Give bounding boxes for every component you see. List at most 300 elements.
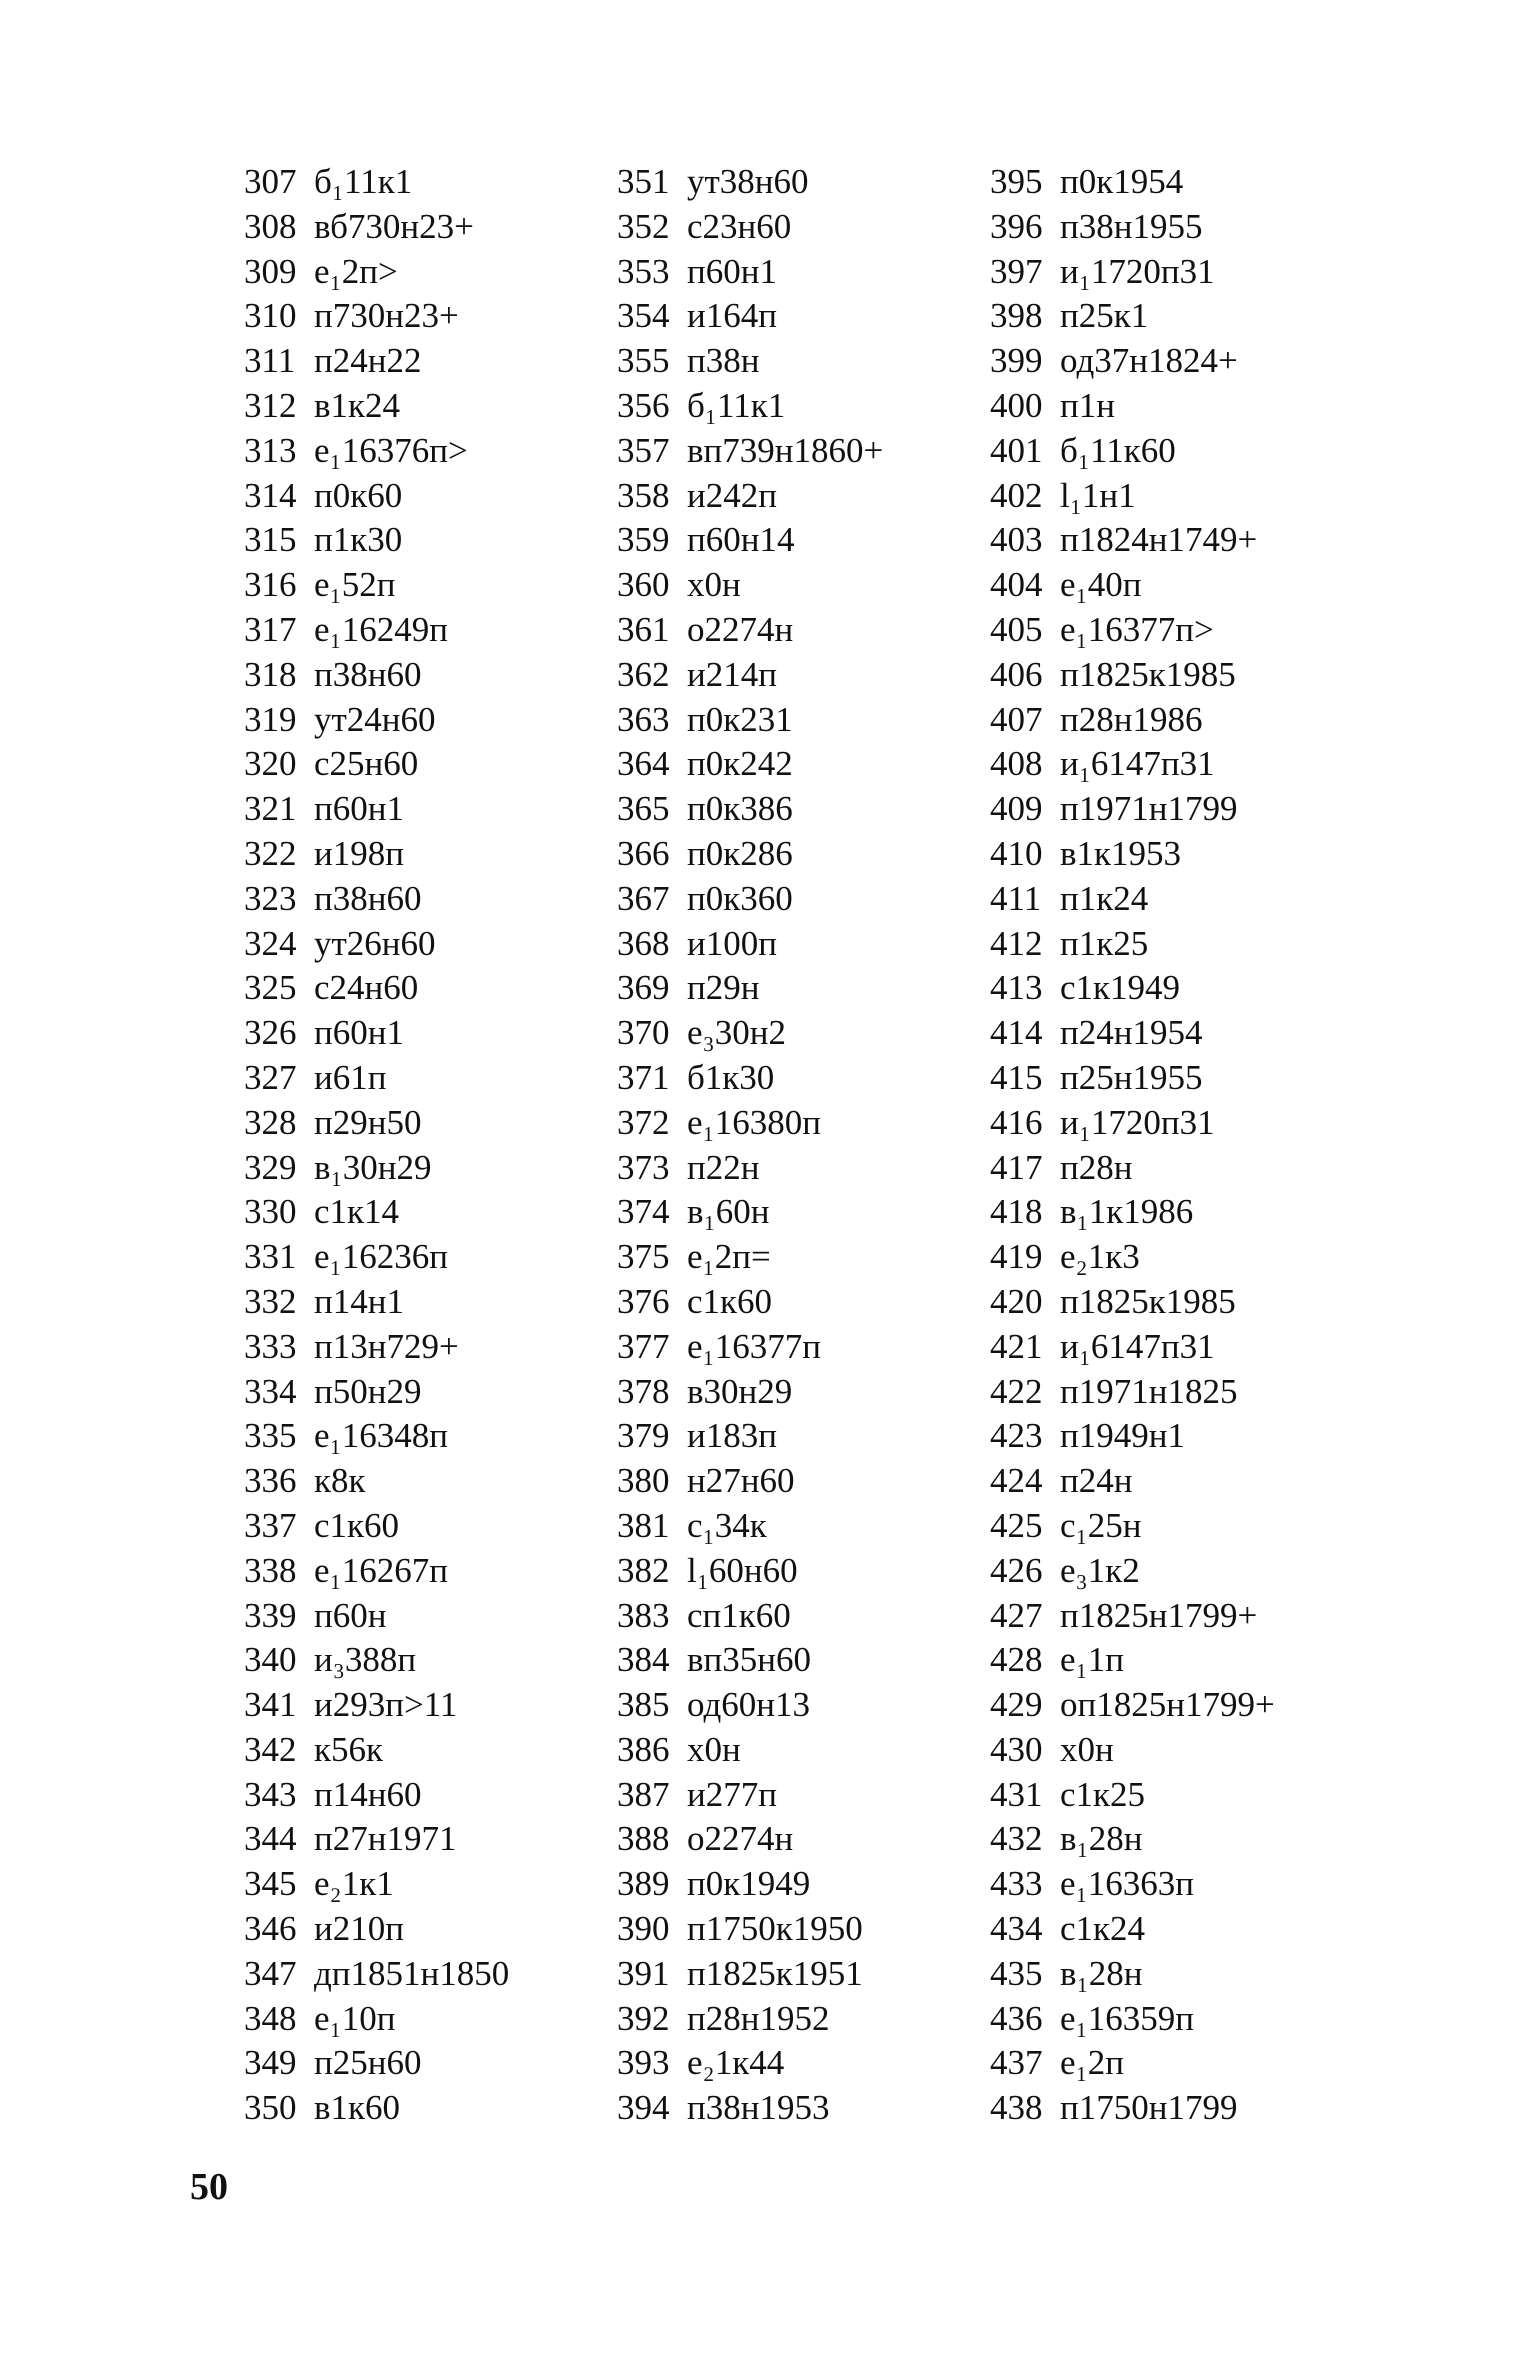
- entry-number: 340: [244, 1640, 297, 1680]
- entry-row: [990, 1862, 1275, 1907]
- entry-row: [617, 1459, 883, 1504]
- entry-row: [617, 1370, 883, 1415]
- entry-number: 388: [617, 1819, 670, 1859]
- entry-code: ут26н60: [314, 923, 436, 963]
- entry-number: 360: [617, 565, 670, 605]
- entry-row: [244, 205, 509, 250]
- entry-row: [990, 1146, 1275, 1191]
- entry-code: б1к30: [687, 1057, 775, 1097]
- page-number: 50: [190, 2166, 228, 2208]
- entry-number: 402: [990, 475, 1043, 515]
- entry-code: е₁40п: [1060, 565, 1142, 605]
- entry-number: 382: [617, 1550, 670, 1590]
- entry-row: [244, 1594, 509, 1639]
- entry-row: [990, 1235, 1275, 1280]
- entry-row: [244, 1459, 509, 1504]
- entry-number: 308: [244, 206, 297, 246]
- entry-number: 351: [617, 162, 670, 201]
- entry-row: [244, 1056, 509, 1101]
- entry-row: [617, 1683, 883, 1728]
- entry-row: [990, 474, 1275, 519]
- entry-code: в1к60: [314, 2088, 401, 2128]
- entry-number: 418: [990, 1192, 1043, 1232]
- entry-number: 335: [244, 1416, 297, 1456]
- entry-code: е₁16236п: [314, 1237, 448, 1277]
- entry-row: [244, 2041, 509, 2086]
- entry-number: 434: [990, 1909, 1043, 1949]
- entry-number: 403: [990, 520, 1043, 560]
- entry-code: с1к1949: [1060, 968, 1181, 1008]
- entry-row: [990, 1011, 1275, 1056]
- entry-number: 338: [244, 1550, 297, 1590]
- entry-code: п13н729+: [314, 1326, 459, 1366]
- entry-row: [617, 1728, 883, 1773]
- entry-row: [617, 1011, 883, 1056]
- entry-code: п60н1: [314, 1013, 404, 1053]
- entry-row: [244, 250, 509, 295]
- entry-code: и183п: [687, 1416, 777, 1456]
- entries-column-1: [244, 160, 509, 2131]
- entry-row: [617, 384, 883, 429]
- entry-row: [617, 1773, 883, 1818]
- entry-row: [990, 1683, 1275, 1728]
- entry-code: ут38н60: [687, 162, 809, 201]
- entry-code: п14н1: [314, 1281, 404, 1321]
- entry-row: [244, 1773, 509, 1818]
- entry-number: 357: [617, 430, 670, 470]
- entry-row: [244, 1504, 509, 1549]
- entry-code: и293п>11: [314, 1685, 458, 1725]
- entry-number: 391: [617, 1953, 670, 1993]
- entry-number: 332: [244, 1281, 297, 1321]
- entry-number: 320: [244, 744, 297, 784]
- entry-row: [990, 1638, 1275, 1683]
- entry-code: п1750к1950: [687, 1909, 863, 1949]
- entry-row: [244, 877, 509, 922]
- entry-row: [617, 653, 883, 698]
- entry-code: п27н1971: [314, 1819, 457, 1859]
- entry-code: п1949н1: [1060, 1416, 1185, 1456]
- entry-row: [244, 653, 509, 698]
- entry-row: [990, 2086, 1275, 2131]
- entry-number: 334: [244, 1371, 297, 1411]
- entry-number: 376: [617, 1281, 670, 1321]
- entry-number: 367: [617, 878, 670, 918]
- entry-row: [990, 877, 1275, 922]
- entry-code: е₁16359п: [1060, 1998, 1194, 2038]
- entry-row: [244, 1683, 509, 1728]
- entry-code: е₁2п=: [687, 1237, 771, 1277]
- entry-number: 379: [617, 1416, 670, 1456]
- entry-number: 329: [244, 1147, 297, 1187]
- entry-row: [990, 250, 1275, 295]
- entry-row: [244, 1549, 509, 1594]
- entry-number: 336: [244, 1461, 297, 1501]
- entry-code: п25к1: [1060, 296, 1149, 336]
- entry-number: 404: [990, 565, 1043, 605]
- entry-row: [617, 1190, 883, 1235]
- entry-code: е₂1к44: [687, 2043, 785, 2083]
- entry-number: 436: [990, 1998, 1043, 2038]
- entry-code: п730н23+: [314, 296, 459, 336]
- entry-code: и₃388п: [314, 1640, 417, 1680]
- entry-number: 371: [617, 1057, 670, 1097]
- entry-number: 430: [990, 1729, 1043, 1769]
- entry-row: [990, 1325, 1275, 1370]
- entry-number: 316: [244, 565, 297, 605]
- entry-number: 390: [617, 1909, 670, 1949]
- entry-code: п38н60: [314, 654, 422, 694]
- entry-number: 327: [244, 1057, 297, 1097]
- entry-number: 370: [617, 1013, 670, 1053]
- entry-code: х0н: [1060, 1729, 1114, 1769]
- entry-row: [990, 518, 1275, 563]
- entry-code: п60н: [314, 1595, 387, 1635]
- entry-number: 406: [990, 654, 1043, 694]
- entry-code: е₂1к3: [1060, 1237, 1140, 1277]
- entry-code: и210п: [314, 1909, 404, 1949]
- entry-row: [244, 384, 509, 429]
- entry-number: 326: [244, 1013, 297, 1053]
- entry-code: в₁30н29: [314, 1147, 432, 1187]
- entry-row: [244, 1817, 509, 1862]
- entry-row: [617, 698, 883, 743]
- entry-row: [617, 2086, 883, 2131]
- entry-number: 433: [990, 1864, 1043, 1904]
- entry-number: 394: [617, 2088, 670, 2128]
- entry-number: 424: [990, 1461, 1043, 1501]
- entry-row: [244, 608, 509, 653]
- entry-code: к56к: [314, 1729, 384, 1769]
- entry-number: 401: [990, 430, 1043, 470]
- entry-code: е₁16380п: [687, 1102, 821, 1142]
- entry-row: [617, 1146, 883, 1191]
- entry-code: п38н60: [314, 878, 422, 918]
- entry-row: [244, 1325, 509, 1370]
- entry-number: 324: [244, 923, 297, 963]
- entry-number: 321: [244, 789, 297, 829]
- entry-row: [990, 339, 1275, 384]
- entry-number: 386: [617, 1729, 670, 1769]
- entry-row: [244, 1235, 509, 1280]
- entry-row: [617, 1280, 883, 1325]
- entry-row: [990, 608, 1275, 653]
- entry-row: [990, 429, 1275, 474]
- entry-code: п28н1986: [1060, 699, 1203, 739]
- entry-row: [617, 1817, 883, 1862]
- entry-code: с1к60: [314, 1505, 400, 1545]
- entry-row: [617, 1235, 883, 1280]
- entry-number: 381: [617, 1505, 670, 1545]
- entry-code: п1824н1749+: [1060, 520, 1258, 560]
- entry-row: [244, 160, 509, 205]
- entry-number: 333: [244, 1326, 297, 1366]
- entries-column-3: [990, 160, 1275, 2131]
- entry-code: сп1к60: [687, 1595, 791, 1635]
- entry-row: [617, 160, 883, 205]
- entry-number: 429: [990, 1685, 1043, 1725]
- entry-number: 314: [244, 475, 297, 515]
- entry-row: [244, 1190, 509, 1235]
- entry-number: 373: [617, 1147, 670, 1187]
- entry-code: е₁16377п>: [1060, 609, 1214, 649]
- entry-row: [244, 922, 509, 967]
- entry-row: [990, 1280, 1275, 1325]
- entry-row: [617, 742, 883, 787]
- entry-number: 409: [990, 789, 1043, 829]
- entry-row: [244, 698, 509, 743]
- entry-code: в₁1к1986: [1060, 1192, 1194, 1232]
- entry-number: 428: [990, 1640, 1043, 1680]
- entry-number: 345: [244, 1864, 297, 1904]
- entry-row: [244, 966, 509, 1011]
- entry-code: и242п: [687, 475, 777, 515]
- entry-row: [990, 563, 1275, 608]
- entry-number: 313: [244, 430, 297, 470]
- entry-code: п38н1955: [1060, 206, 1203, 246]
- entry-code: е₁16363п: [1060, 1864, 1194, 1904]
- entry-code: l₁60н60: [687, 1550, 798, 1590]
- entry-number: 415: [990, 1057, 1043, 1097]
- entry-row: [617, 1907, 883, 1952]
- entry-number: 363: [617, 699, 670, 739]
- entry-code: п28н1952: [687, 1998, 830, 2038]
- entry-code: п1825к1985: [1060, 654, 1236, 694]
- entry-number: 366: [617, 833, 670, 873]
- entry-code: х0н: [687, 565, 741, 605]
- entry-number: 349: [244, 2043, 297, 2083]
- entry-number: 393: [617, 2043, 670, 2083]
- entry-number: 309: [244, 251, 297, 291]
- entry-number: 396: [990, 206, 1043, 246]
- entry-code: е₁1п: [1060, 1640, 1124, 1680]
- entry-code: вб730н23+: [314, 206, 474, 246]
- entry-code: в30н29: [687, 1371, 793, 1411]
- entry-number: 387: [617, 1774, 670, 1814]
- entry-number: 325: [244, 968, 297, 1008]
- entry-code: п1825к1985: [1060, 1281, 1236, 1321]
- entry-code: с25н60: [314, 744, 419, 784]
- entry-code: дп1851н1850: [314, 1953, 510, 1993]
- entry-row: [617, 608, 883, 653]
- entry-number: 383: [617, 1595, 670, 1635]
- entry-code: п24н: [1060, 1461, 1133, 1501]
- entry-number: 400: [990, 385, 1043, 425]
- entry-row: [990, 1549, 1275, 1594]
- entry-code: од60н13: [687, 1685, 811, 1725]
- entry-row: [990, 1728, 1275, 1773]
- entry-number: 417: [990, 1147, 1043, 1187]
- entry-row: [990, 1190, 1275, 1235]
- entry-number: 347: [244, 1953, 297, 1993]
- entry-row: [990, 384, 1275, 429]
- entry-code: п0к1954: [1060, 162, 1184, 201]
- entry-code: п0к242: [687, 744, 793, 784]
- entry-number: 432: [990, 1819, 1043, 1859]
- entry-code: и₁1720п31: [1060, 251, 1215, 291]
- entry-number: 368: [617, 923, 670, 963]
- entry-row: [990, 966, 1275, 1011]
- entry-number: 413: [990, 968, 1043, 1008]
- entry-row: [244, 1414, 509, 1459]
- entry-code: п29н50: [314, 1102, 422, 1142]
- entry-code: е₁16376п>: [314, 430, 468, 470]
- entry-code: вп739н1860+: [687, 430, 884, 470]
- entry-number: 352: [617, 206, 670, 246]
- entry-row: [617, 339, 883, 384]
- entry-code: п1750н1799: [1060, 2088, 1238, 2128]
- entry-code: п50н29: [314, 1371, 422, 1411]
- entry-row: [244, 1146, 509, 1191]
- entry-row: [244, 1370, 509, 1415]
- entry-row: [244, 2086, 509, 2131]
- entry-row: [617, 563, 883, 608]
- entry-row: [617, 1056, 883, 1101]
- entry-code: е₁2п: [1060, 2043, 1124, 2083]
- entry-number: 341: [244, 1685, 297, 1725]
- entry-code: е₁10п: [314, 1998, 396, 2038]
- entry-code: в₁60н: [687, 1192, 770, 1232]
- entry-number: 355: [617, 341, 670, 381]
- entry-code: к8к: [314, 1461, 366, 1501]
- entry-number: 359: [617, 520, 670, 560]
- entry-number: 438: [990, 2088, 1043, 2128]
- entry-code: е₁52п: [314, 565, 396, 605]
- entry-code: и₁1720п31: [1060, 1102, 1215, 1142]
- entry-row: [244, 1952, 509, 1997]
- entry-code: и100п: [687, 923, 777, 963]
- entry-code: од37н1824+: [1060, 341, 1238, 381]
- entry-row: [617, 1638, 883, 1683]
- entry-code: п60н1: [687, 251, 777, 291]
- entry-code: о2274н: [687, 1819, 794, 1859]
- entry-code: п60н1: [314, 789, 404, 829]
- entry-code: е₁16249п: [314, 609, 448, 649]
- entry-row: [617, 474, 883, 519]
- entry-number: 361: [617, 609, 670, 649]
- entry-code: l₁1н1: [1060, 475, 1136, 515]
- entry-row: [990, 1997, 1275, 2042]
- entry-number: 318: [244, 654, 297, 694]
- entry-number: 348: [244, 1998, 297, 2038]
- entry-row: [617, 1549, 883, 1594]
- entry-code: оп1825н1799+: [1060, 1685, 1275, 1725]
- entry-number: 407: [990, 699, 1043, 739]
- entry-code: п1825н1799+: [1060, 1595, 1258, 1635]
- entry-number: 408: [990, 744, 1043, 784]
- entry-number: 414: [990, 1013, 1043, 1053]
- entry-row: [617, 518, 883, 563]
- entry-row: [244, 832, 509, 877]
- entry-code: и164п: [687, 296, 777, 336]
- entry-row: [617, 832, 883, 877]
- entry-row: [990, 2041, 1275, 2086]
- entry-row: [617, 877, 883, 922]
- entry-code: п28н: [1060, 1147, 1133, 1187]
- entry-row: [990, 922, 1275, 967]
- entry-code: п25н1955: [1060, 1057, 1203, 1097]
- entry-row: [617, 1862, 883, 1907]
- entry-number: 399: [990, 341, 1043, 381]
- entry-number: 322: [244, 833, 297, 873]
- entry-code: с1к60: [687, 1281, 773, 1321]
- entry-row: [244, 518, 509, 563]
- entry-row: [990, 1414, 1275, 1459]
- entry-row: [244, 563, 509, 608]
- entry-row: [990, 742, 1275, 787]
- entry-number: 372: [617, 1102, 670, 1142]
- entry-number: 423: [990, 1416, 1043, 1456]
- entry-number: 354: [617, 296, 670, 336]
- entry-number: 328: [244, 1102, 297, 1142]
- entry-code: п1к25: [1060, 923, 1149, 963]
- entry-code: п1825к1951: [687, 1953, 863, 1993]
- entry-code: п24н1954: [1060, 1013, 1203, 1053]
- entry-code: е₂1к1: [314, 1864, 394, 1904]
- entry-code: п1к24: [1060, 878, 1149, 918]
- entry-row: [617, 429, 883, 474]
- entry-number: 412: [990, 923, 1043, 963]
- entry-code: п0к231: [687, 699, 793, 739]
- entry-code: б₁11к60: [1060, 430, 1176, 470]
- entry-row: [990, 1459, 1275, 1504]
- entry-row: [617, 922, 883, 967]
- entry-code: п0к60: [314, 475, 403, 515]
- entry-row: [990, 832, 1275, 877]
- entry-row: [244, 474, 509, 519]
- entry-code: п1н: [1060, 385, 1115, 425]
- entry-number: 315: [244, 520, 297, 560]
- entry-code: е₁2п>: [314, 251, 398, 291]
- entry-number: 427: [990, 1595, 1043, 1635]
- entry-number: 405: [990, 609, 1043, 649]
- entry-code: и61п: [314, 1057, 387, 1097]
- entry-row: [617, 1952, 883, 1997]
- entry-code: с₁25н: [1060, 1505, 1142, 1545]
- entry-row: [244, 294, 509, 339]
- entry-row: [244, 787, 509, 832]
- entry-code: с₁34к: [687, 1505, 767, 1545]
- entry-number: 358: [617, 475, 670, 515]
- entry-number: 364: [617, 744, 670, 784]
- entry-code: б₁11к1: [314, 162, 413, 201]
- entry-code: п14н60: [314, 1774, 422, 1814]
- entry-row: [990, 1101, 1275, 1146]
- entry-row: [617, 1414, 883, 1459]
- entry-number: 421: [990, 1326, 1043, 1366]
- entry-row: [244, 1101, 509, 1146]
- entry-number: 378: [617, 1371, 670, 1411]
- entry-number: 331: [244, 1237, 297, 1277]
- entry-code: о2274н: [687, 609, 794, 649]
- entry-number: 307: [244, 162, 297, 201]
- entry-number: 420: [990, 1281, 1043, 1321]
- entry-row: [617, 787, 883, 832]
- entry-code: и277п: [687, 1774, 777, 1814]
- entry-code: с1к14: [314, 1192, 400, 1232]
- entry-code: с1к25: [1060, 1774, 1146, 1814]
- entry-number: 374: [617, 1192, 670, 1232]
- entry-number: 377: [617, 1326, 670, 1366]
- entry-row: [617, 1594, 883, 1639]
- entry-code: и198п: [314, 833, 404, 873]
- entry-number: 389: [617, 1864, 670, 1904]
- entry-row: [990, 294, 1275, 339]
- entry-row: [990, 1907, 1275, 1952]
- entry-row: [617, 1504, 883, 1549]
- entry-number: 411: [990, 878, 1042, 918]
- entry-number: 317: [244, 609, 297, 649]
